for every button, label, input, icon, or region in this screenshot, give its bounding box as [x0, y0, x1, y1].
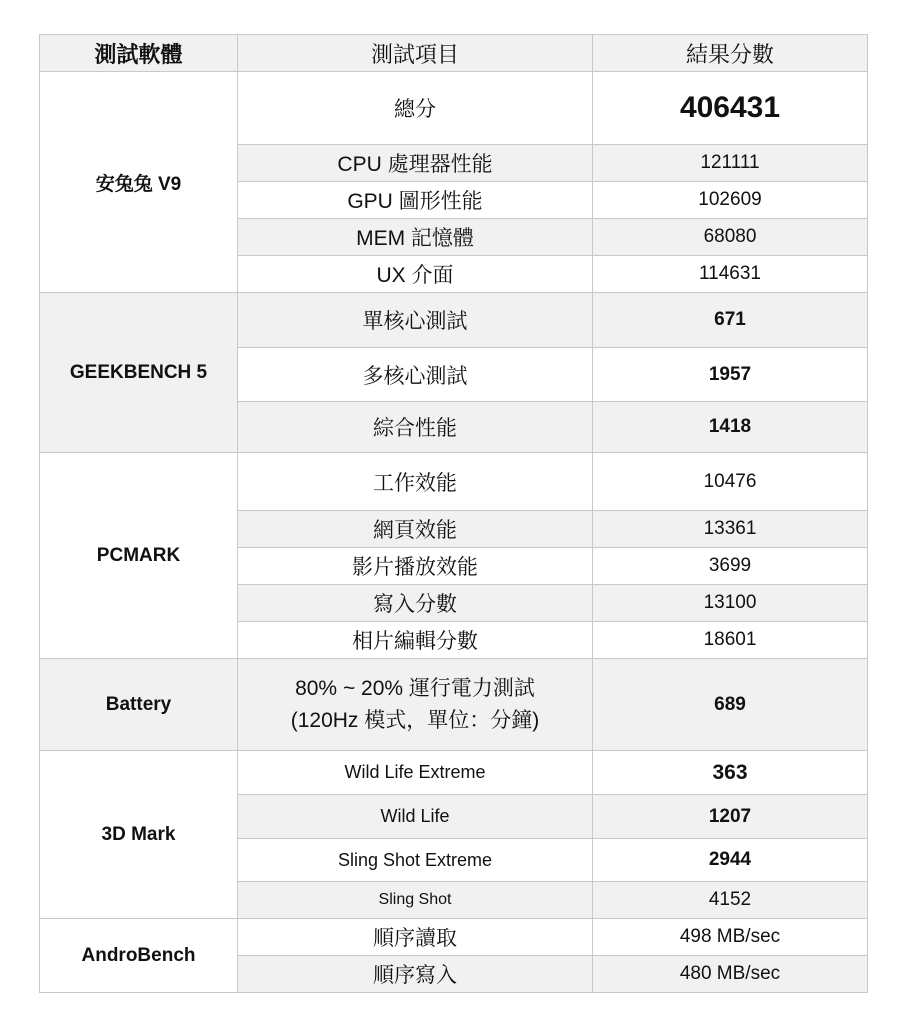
item-cell: Sling Shot — [238, 882, 593, 919]
item-cell: 總分 — [238, 72, 593, 145]
software-androbench: AndroBench — [40, 919, 238, 993]
score-cell: 114631 — [593, 256, 868, 293]
table-row — [40, 659, 868, 751]
score-cell: 498 MB/sec — [593, 919, 868, 956]
header-item: 測試項目 — [238, 35, 593, 72]
item-cell: 相片編輯分數 — [238, 622, 593, 659]
item-cell: 綜合性能 — [238, 402, 593, 453]
score-cell: 4152 — [593, 882, 868, 919]
item-cell: 影片播放效能 — [238, 548, 593, 585]
table-row — [40, 751, 868, 795]
item-cell: Sling Shot Extreme — [238, 839, 593, 882]
score-cell: 18601 — [593, 622, 868, 659]
item-cell: GPU 圖形性能 — [238, 182, 593, 219]
item-cell: 單核心測試 — [238, 293, 593, 348]
item-cell: Wild Life — [238, 795, 593, 839]
item-cell: MEM 記憶體 — [238, 219, 593, 256]
score-cell: 102609 — [593, 182, 868, 219]
score-cell: 1207 — [593, 795, 868, 839]
software-3dmark: 3D Mark — [40, 751, 238, 919]
item-cell: 順序寫入 — [238, 956, 593, 993]
score-cell: 1957 — [593, 348, 868, 402]
header-software: 測試軟體 — [40, 35, 238, 72]
item-cell: 寫入分數 — [238, 585, 593, 622]
table-row — [40, 453, 868, 511]
item-cell: 順序讀取 — [238, 919, 593, 956]
score-cell: 13100 — [593, 585, 868, 622]
item-cell: 工作效能 — [238, 453, 593, 511]
score-cell: 3699 — [593, 548, 868, 585]
software-battery: Battery — [40, 659, 238, 751]
item-cell: 多核心測試 — [238, 348, 593, 402]
table-row — [40, 72, 868, 145]
software-pcmark: PCMARK — [40, 453, 238, 659]
header-score: 結果分數 — [593, 35, 868, 72]
score-cell: 363 — [593, 751, 868, 795]
table-row — [40, 919, 868, 956]
score-cell: 480 MB/sec — [593, 956, 868, 993]
item-cell: Wild Life Extreme — [238, 751, 593, 795]
table-row — [40, 293, 868, 348]
score-cell: 68080 — [593, 219, 868, 256]
software-antutu: 安兔兔 V9 — [40, 72, 238, 293]
score-cell: 406431 — [593, 72, 868, 145]
item-cell: UX 介面 — [238, 256, 593, 293]
benchmark-table — [39, 34, 868, 993]
score-cell: 10476 — [593, 453, 868, 511]
software-geekbench: GEEKBENCH 5 — [40, 293, 238, 453]
score-cell: 671 — [593, 293, 868, 348]
battery-item-line1: 80% ~ 20% 運行電力測試 — [295, 676, 535, 700]
item-cell: CPU 處理器性能 — [238, 145, 593, 182]
score-cell: 2944 — [593, 839, 868, 882]
battery-item-line2: (120Hz 模式，單位：分鐘) — [290, 708, 540, 732]
score-cell: 13361 — [593, 511, 868, 548]
score-cell: 121111 — [593, 145, 868, 182]
score-cell: 689 — [593, 659, 868, 751]
item-cell: 網頁效能 — [238, 511, 593, 548]
item-cell — [238, 659, 593, 751]
score-cell: 1418 — [593, 402, 868, 453]
header-row — [40, 35, 868, 72]
